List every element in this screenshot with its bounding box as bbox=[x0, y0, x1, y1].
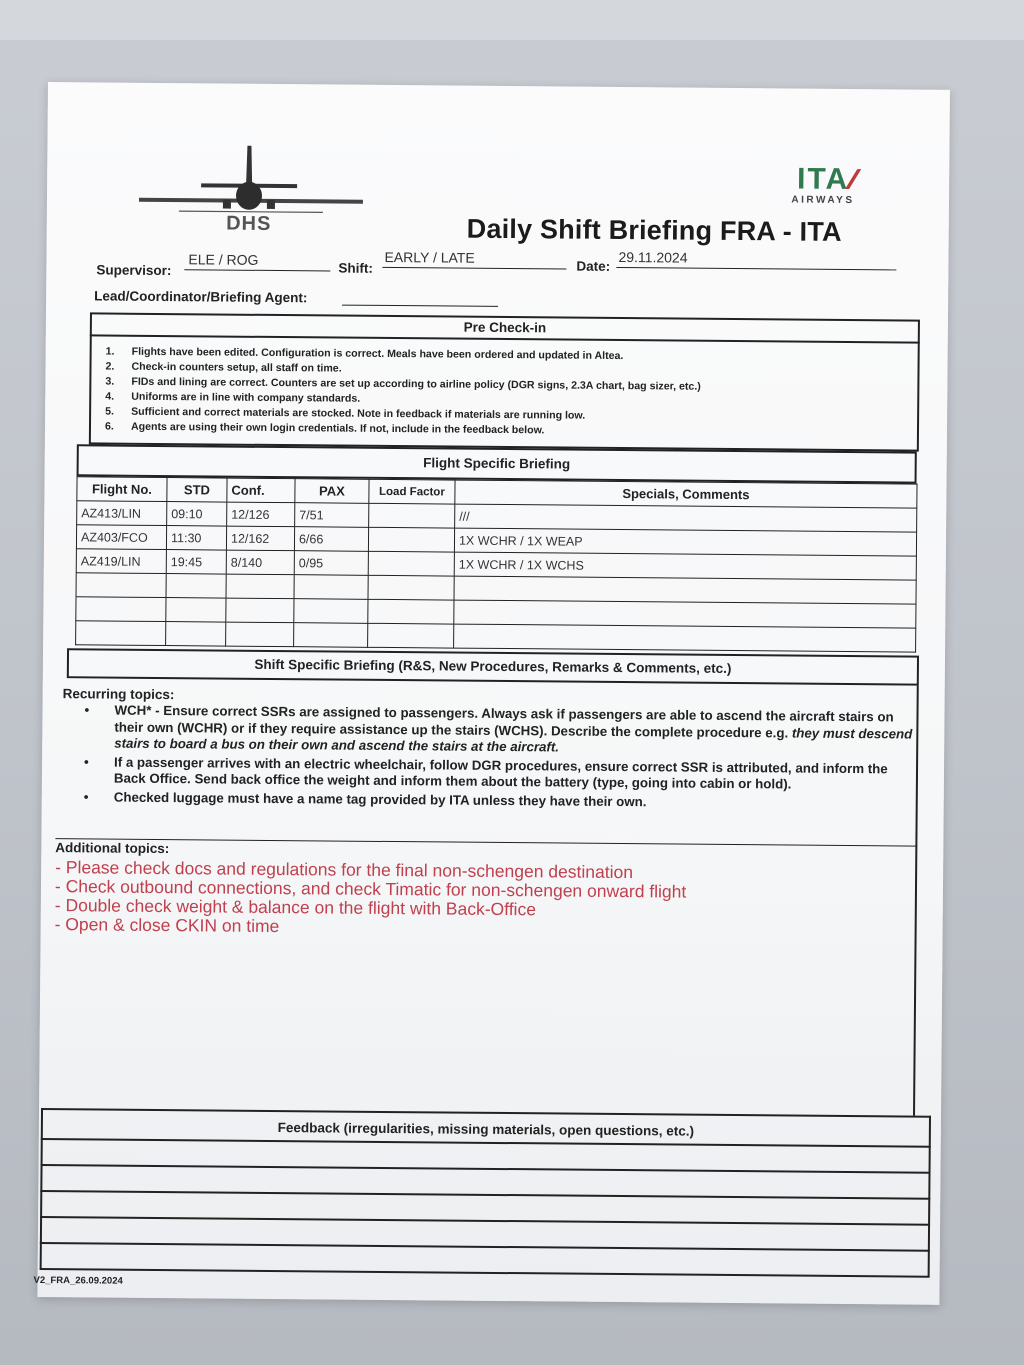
pre-checkin-item: 5. Sufficient and correct materials are stocked. Note in feedback if materials are running low. bbox=[105, 405, 586, 422]
desk-background bbox=[0, 0, 1024, 40]
cell-conf[interactable]: 8/140 bbox=[226, 550, 294, 575]
cell-std[interactable]: 11:30 bbox=[166, 526, 226, 551]
list-item: • If a passenger arrives with an electric wheelchair, follow DGR procedures, ensure correct SSR is attributed, and inform the Back Office. Send back office the weight and inform them about the battery (type, going into cabin or hold). bbox=[84, 753, 888, 792]
cell-conf[interactable]: 12/126 bbox=[227, 502, 295, 527]
feedback-line bbox=[40, 1190, 930, 1199]
additional-topics-list bbox=[55, 858, 916, 942]
list-item: - Please check docs and regulations for the final non-schengen destination bbox=[55, 857, 634, 883]
cell-specials[interactable] bbox=[454, 624, 916, 652]
cell-pax[interactable] bbox=[294, 623, 368, 648]
date-value[interactable]: 29.11.2024 bbox=[618, 248, 688, 266]
col-conf: Conf. bbox=[227, 478, 295, 503]
dhs-airplane-logo bbox=[139, 143, 364, 235]
cell-load-factor[interactable] bbox=[368, 623, 454, 648]
feedback-left-border bbox=[40, 1108, 43, 1269]
cell-load-factor[interactable] bbox=[368, 575, 454, 600]
cell-std[interactable] bbox=[166, 574, 226, 599]
pre-checkin-item: 2. Check-in counters setup, all staff on time. bbox=[105, 360, 342, 375]
cell-specials[interactable]: /// bbox=[455, 504, 917, 532]
list-item: - Double check weight & balance on the flight with Back-Office bbox=[54, 895, 537, 920]
col-load-factor: Load Factor bbox=[369, 479, 455, 504]
ita-logo-text: ITA bbox=[796, 162, 850, 196]
supervisor-value[interactable]: ELE / ROG bbox=[188, 251, 259, 268]
shift-briefing-heading: Shift Specific Briefing (R&S, New Procedures, Remarks & Comments, etc.) bbox=[254, 656, 732, 676]
recurring-topics-list bbox=[78, 702, 915, 814]
cell-load-factor[interactable] bbox=[368, 527, 454, 552]
cell-flight-no[interactable] bbox=[76, 621, 166, 646]
cell-flight-no[interactable] bbox=[76, 597, 166, 622]
cell-conf[interactable] bbox=[226, 622, 294, 647]
dhs-logo-text: DHS bbox=[226, 212, 272, 235]
cell-pax[interactable]: 0/95 bbox=[294, 551, 368, 576]
flight-table bbox=[75, 476, 917, 652]
date-label: Date: bbox=[576, 258, 611, 274]
feedback-line bbox=[41, 1164, 931, 1173]
col-std: STD bbox=[167, 478, 227, 503]
list-item: • Checked luggage must have a name tag provided by ITA unless they have their own. bbox=[83, 788, 647, 809]
ita-logo-subtext: AIRWAYS bbox=[791, 194, 855, 207]
pre-checkin-item: 4. Uniforms are in line with company standards. bbox=[105, 390, 361, 405]
cell-flight-no[interactable]: AZ419/LIN bbox=[76, 549, 166, 574]
additional-topics-title: Additional topics: bbox=[55, 840, 170, 857]
ita-airways-logo bbox=[773, 162, 873, 207]
cell-load-factor[interactable] bbox=[368, 551, 454, 576]
recurring-divider bbox=[55, 838, 917, 847]
pre-checkin-list bbox=[105, 345, 866, 442]
shift-underline bbox=[382, 267, 566, 270]
cell-pax[interactable]: 6/66 bbox=[294, 527, 368, 552]
flight-briefing-heading: Flight Specific Briefing bbox=[423, 455, 571, 472]
cell-conf[interactable] bbox=[226, 598, 294, 623]
feedback-top-line bbox=[41, 1108, 931, 1117]
col-pax: PAX bbox=[295, 479, 369, 504]
cell-conf[interactable] bbox=[226, 574, 294, 599]
briefing-sheet bbox=[33, 82, 950, 1305]
recurring-topics-title: Recurring topics: bbox=[62, 686, 175, 703]
shift-value[interactable]: EARLY / LATE bbox=[384, 248, 475, 266]
shift-label: Shift: bbox=[338, 260, 373, 276]
date-underline bbox=[616, 267, 896, 270]
list-item: - Open & close CKIN on time bbox=[54, 914, 280, 937]
col-flight-no: Flight No. bbox=[77, 477, 167, 502]
pre-checkin-item: 6. Agents are using their own login credentials. If not, include in the feedback below. bbox=[104, 420, 545, 437]
cell-flight-no[interactable]: AZ403/FCO bbox=[76, 525, 166, 550]
feedback-heading: Feedback (irregularities, missing materials, open questions, etc.) bbox=[277, 1120, 695, 1139]
cell-std[interactable]: 09:10 bbox=[167, 502, 227, 527]
list-item: • WCH* - Ensure correct SSRs are assigned to passengers. Always ask if passengers are able to ascend the aircraft stairs on their own (WCHR) or if they require assistance up the stairs (WCHS). Describe the complete procedure e.g. they must descend stairs to board a bus on their own and ascend the stairs at the aircraft. bbox=[84, 702, 913, 755]
feedback-line bbox=[40, 1216, 930, 1225]
cell-pax[interactable]: 7/51 bbox=[295, 503, 369, 528]
pre-checkin-item: 1. Flights have been edited. Configuration is correct. Meals have been ordered and updated in Altea. bbox=[105, 345, 624, 363]
cell-flight-no[interactable] bbox=[76, 573, 166, 598]
lead-label: Lead/Coordinator/Briefing Agent: bbox=[94, 288, 308, 306]
cell-std[interactable] bbox=[166, 622, 226, 647]
page-title: Daily Shift Briefing FRA - ITA bbox=[466, 213, 842, 247]
cell-std[interactable] bbox=[166, 598, 226, 623]
supervisor-underline bbox=[184, 269, 330, 271]
pre-checkin-item: 3. FIDs and lining are correct. Counters are set up according to airline policy (DGR signs, 2.3A chart, bag sizer, etc.) bbox=[105, 375, 701, 393]
cell-pax[interactable] bbox=[294, 575, 368, 600]
version-label: V2_FRA_26.09.2024 bbox=[33, 1274, 123, 1287]
feedback-bottom-line bbox=[40, 1268, 930, 1277]
cell-pax[interactable] bbox=[294, 599, 368, 624]
col-specials: Specials, Comments bbox=[455, 480, 917, 508]
pre-checkin-heading: Pre Check-in bbox=[463, 319, 547, 336]
cell-specials[interactable]: 1X WCHR / 1X WCHS bbox=[454, 552, 916, 580]
feedback-line bbox=[40, 1242, 930, 1251]
cell-flight-no[interactable]: AZ413/LIN bbox=[77, 501, 167, 526]
cell-conf[interactable]: 12/162 bbox=[226, 526, 294, 551]
cell-load-factor[interactable] bbox=[369, 503, 455, 528]
cell-std[interactable]: 19:45 bbox=[166, 550, 226, 575]
cell-specials[interactable]: 1X WCHR / 1X WEAP bbox=[454, 528, 916, 556]
feedback-right-border bbox=[928, 1116, 931, 1277]
supervisor-label: Supervisor: bbox=[96, 262, 172, 279]
lead-underline bbox=[342, 305, 498, 307]
list-item: - Check outbound connections, and check Timatic for non-schengen onward flight bbox=[54, 876, 687, 902]
cell-load-factor[interactable] bbox=[368, 599, 454, 624]
